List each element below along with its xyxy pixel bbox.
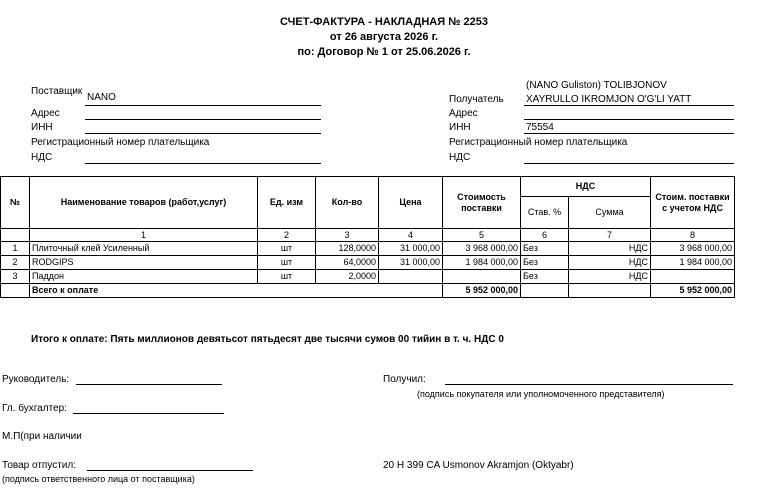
- recipient-underline: [524, 105, 734, 106]
- recipient-label: Получатель: [449, 94, 504, 105]
- recipient-inn-label: ИНН: [449, 122, 471, 133]
- supplier-nds-underline: [85, 163, 321, 164]
- row-qty: 64,0000: [316, 256, 379, 270]
- row-total: 1 984 000,00: [651, 256, 735, 270]
- col-number: 5: [443, 229, 521, 242]
- table-header-row: [1, 177, 735, 197]
- column-numbers-row: [1, 229, 735, 242]
- header-num: №: [1, 177, 30, 229]
- header-vat-sum: Сумма: [569, 197, 651, 229]
- recipient-address-label: Адрес: [449, 108, 478, 119]
- row-unit: шт: [258, 242, 316, 256]
- col-number: 2: [258, 229, 316, 242]
- row-name: Плиточный клей Усиленный: [30, 242, 258, 256]
- row-qty: 128,0000: [316, 242, 379, 256]
- row-vat-sum: НДС: [569, 270, 651, 284]
- row-cost: [443, 270, 521, 284]
- header-total: Стоим. поставки с учетом НДС: [651, 177, 735, 229]
- received-note: (подпись покупателя или уполномоченного представителя): [417, 389, 665, 399]
- header-unit: Ед. изм: [258, 177, 316, 229]
- row-unit: шт: [258, 256, 316, 270]
- row-qty: 2,0000: [316, 270, 379, 284]
- col-number: [1, 229, 30, 242]
- row-num: 3: [1, 270, 30, 284]
- total-empty: [521, 284, 569, 298]
- row-price: 31 000,00: [379, 242, 443, 256]
- stamp-label: М.П(при наличии: [2, 431, 82, 442]
- recipient-inn-underline: [524, 133, 734, 134]
- row-cost: 3 968 000,00: [443, 242, 521, 256]
- supplier-underline: [85, 105, 321, 106]
- row-cost: 1 984 000,00: [443, 256, 521, 270]
- row-vat-rate: Без: [521, 256, 569, 270]
- header-qty: Кол-во: [316, 177, 379, 229]
- row-vat-sum: НДС: [569, 242, 651, 256]
- recipient-name-line1: (NANO Guliston) TOLIBJONOV: [526, 80, 667, 91]
- header-name: Наименование товаров (работ,услуг): [30, 177, 258, 229]
- total-label: Всего к оплате: [30, 284, 443, 298]
- released-underline: [87, 470, 253, 471]
- document-title: СЧЕТ-ФАКТУРА - НАКЛАДНАЯ № 2253: [280, 16, 488, 28]
- row-vat-rate: Без: [521, 270, 569, 284]
- supplier-address-underline: [85, 119, 321, 120]
- received-label: Получил:: [383, 374, 426, 385]
- row-name: Паддон: [30, 270, 258, 284]
- total-with-vat: 5 952 000,00: [651, 284, 735, 298]
- table-total-row: [1, 284, 735, 298]
- total-cost: 5 952 000,00: [443, 284, 521, 298]
- invoice-table: [0, 176, 735, 298]
- recipient-nds-underline: [524, 163, 734, 164]
- total-empty: [1, 284, 30, 298]
- supplier-nds-label: НДС: [31, 152, 53, 163]
- header-price: Цена: [379, 177, 443, 229]
- recipient-inn-value: 75554: [526, 122, 554, 133]
- supplier-inn-label: ИНН: [31, 122, 53, 133]
- row-price: [379, 270, 443, 284]
- row-total: [651, 270, 735, 284]
- accountant-label: Гл. бухгалтер:: [2, 403, 67, 414]
- header-cost: Стоимость поставки: [443, 177, 521, 229]
- row-price: 31 000,00: [379, 256, 443, 270]
- row-unit: шт: [258, 270, 316, 284]
- col-number: 4: [379, 229, 443, 242]
- recipient-nds-label: НДС: [449, 152, 471, 163]
- table-row: [1, 256, 735, 270]
- row-total: 3 968 000,00: [651, 242, 735, 256]
- recipient-address-underline: [524, 119, 734, 120]
- proxy-text: 20 H 399 CA Usmonov Akramjon (Oktyabr): [383, 460, 574, 471]
- row-num: 1: [1, 242, 30, 256]
- row-vat-sum: НДС: [569, 256, 651, 270]
- total-empty: [569, 284, 651, 298]
- table-row: [1, 242, 735, 256]
- received-underline: [445, 384, 733, 385]
- row-num: 2: [1, 256, 30, 270]
- released-label: Товар отпустил:: [2, 460, 76, 471]
- accountant-underline: [73, 413, 224, 414]
- supplier-address-label: Адрес: [31, 108, 60, 119]
- supplier-reg-label: Регистрационный номер плательщика: [31, 137, 210, 148]
- released-note: (подпись ответственного лица от поставщика): [2, 474, 195, 484]
- recipient-name-line2: XAYRULLO IKROMJON O'G'LI YATT: [526, 94, 692, 105]
- supplier-inn-underline: [85, 133, 321, 134]
- director-label: Руководитель:: [2, 374, 70, 385]
- summary-text: Итого к оплате: Пять миллионов девятьсот пятьдесят две тысячи сумов 00 тийин в т. ч. НДС 0: [31, 334, 504, 345]
- col-number: 3: [316, 229, 379, 242]
- director-underline: [76, 384, 222, 385]
- table-row: [1, 270, 735, 284]
- row-name: RODGIPS: [30, 256, 258, 270]
- document-date: от 26 августа 2026 г.: [329, 31, 439, 43]
- col-number: 6: [521, 229, 569, 242]
- col-number: 8: [651, 229, 735, 242]
- row-vat-rate: Без: [521, 242, 569, 256]
- supplier-value: NANO: [87, 92, 116, 103]
- header-vat: НДС: [521, 177, 651, 197]
- supplier-label: Поставщик: [31, 86, 83, 97]
- col-number: 1: [30, 229, 258, 242]
- recipient-reg-label: Регистрационный номер плательщика: [449, 137, 628, 148]
- col-number: 7: [569, 229, 651, 242]
- header-vat-rate: Став. %: [521, 197, 569, 229]
- document-contract: по: Договор № 1 от 25.06.2026 г.: [297, 46, 471, 58]
